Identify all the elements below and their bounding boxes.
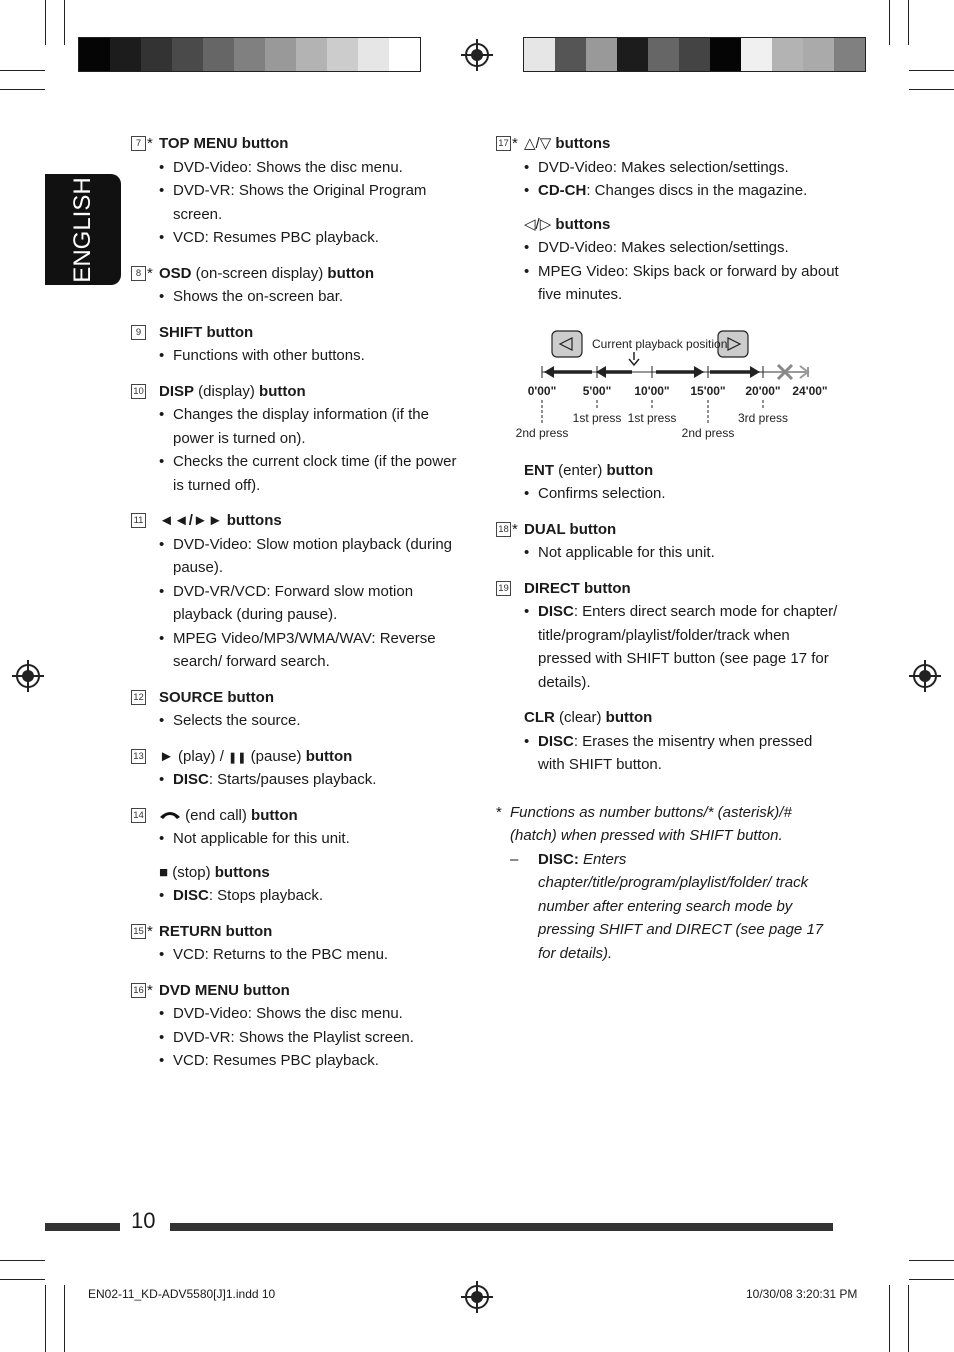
crop-mark	[45, 1285, 46, 1352]
footnote-asterisk: *	[496, 803, 502, 821]
section-title: △/▽ buttons	[524, 135, 611, 152]
crop-mark	[909, 1260, 954, 1261]
crop-mark	[909, 70, 954, 71]
section-disp-button	[131, 380, 471, 498]
list-item: • DISC: Stops playback.	[159, 884, 471, 908]
list-item: • DVD-Video: Slow motion playback (during pause).	[159, 533, 471, 580]
section-title: SHIFT button	[159, 323, 254, 341]
color-bar-left	[78, 37, 421, 72]
list-item: • Confirms selection.	[524, 482, 841, 506]
tick-label: 10'00"	[634, 383, 670, 398]
list-item: • DVD-Video: Shows the disc menu.	[159, 156, 471, 180]
tick-label: 5'00"	[582, 383, 612, 398]
footnote	[496, 801, 841, 966]
list-item: • DVD-Video: Shows the disc menu.	[159, 1002, 471, 1026]
language-tab	[45, 174, 121, 285]
asterisk: *	[147, 264, 153, 282]
list-item: • DVD-Video: Makes selection/settings.	[524, 236, 841, 260]
tick-label: 15'00"	[690, 383, 726, 398]
left-right-arrow-icon: ◁/▷	[524, 215, 556, 233]
section-title: TOP MENU button	[159, 135, 289, 152]
list-item: • VCD: Resumes PBC playback.	[159, 1049, 471, 1073]
item-number: 8	[131, 266, 146, 281]
list-item: • VCD: Returns to the PBC menu.	[159, 943, 471, 967]
list-item: • MPEG Video: Skips back or forward by about five minutes.	[524, 260, 841, 307]
crop-mark	[0, 1260, 45, 1261]
list-item: • Selects the source.	[159, 709, 471, 733]
item-number: 19	[496, 581, 511, 596]
page-bar-left	[45, 1223, 120, 1231]
registration-mark-icon	[913, 664, 937, 688]
section-up-down-buttons	[496, 132, 841, 307]
crop-mark	[64, 1285, 65, 1352]
section-title: (end call) button	[159, 804, 298, 828]
list-item: • DISC: Enters direct search mode for chapter/ title/program/playlist/folder/track when pressed with SHIFT button (see page 17 for details).	[524, 600, 841, 694]
item-number: 16	[131, 983, 146, 998]
pause-icon: ❚❚	[228, 751, 247, 764]
left-right-buttons-heading: ◁/▷ buttons	[524, 215, 611, 233]
item-number: 17	[496, 136, 511, 151]
registration-mark-icon	[465, 43, 489, 67]
footnote-text: Functions as number buttons/* (asterisk)/# (hatch) when pressed with SHIFT button.	[510, 803, 792, 844]
tick-label: 24'00"	[792, 383, 828, 398]
footnote-bold: DISC:	[538, 850, 579, 868]
section-end-call-button	[131, 804, 471, 908]
item-number: 12	[131, 690, 146, 705]
list-item: • Changes the display information (if the power is turned on).	[159, 403, 471, 450]
section-title: OSD (on-screen display) button	[159, 264, 375, 282]
playback-skip-diagram	[496, 319, 841, 447]
section-title: DVD MENU button	[159, 981, 290, 999]
list-item: • Not applicable for this unit.	[524, 541, 841, 565]
color-bar-right	[523, 37, 866, 72]
section-skip-buttons	[131, 509, 471, 674]
section-direct-button	[496, 577, 841, 695]
crop-mark	[909, 89, 954, 90]
list-item: • Checks the current clock time (if the power is turned off).	[159, 450, 471, 497]
press-label: 2nd press	[515, 425, 569, 440]
section-clr-button	[496, 706, 841, 777]
asterisk: *	[512, 135, 518, 152]
item-number: 10	[131, 384, 146, 399]
stop-icon: ■	[159, 863, 169, 881]
list-item: • Shows the on-screen bar.	[159, 285, 471, 309]
asterisk: *	[147, 981, 153, 999]
crop-mark	[889, 1285, 890, 1352]
left-column	[131, 132, 471, 1085]
section-title: SOURCE button	[159, 688, 274, 706]
list-item: • MPEG Video/MP3/WMA/WAV: Reverse search/ forward search.	[159, 627, 471, 674]
registration-mark-icon	[465, 1285, 489, 1309]
section-title: DISP (display) button	[159, 382, 306, 400]
section-dvd-menu-button	[131, 979, 471, 1073]
item-number: 15	[131, 924, 146, 939]
list-item: • Not applicable for this unit.	[159, 827, 471, 851]
crop-mark	[45, 0, 46, 45]
section-shift-button	[131, 321, 471, 368]
item-number: 9	[131, 325, 146, 340]
section-source-button	[131, 686, 471, 733]
play-icon: ►	[159, 747, 174, 765]
list-item: • CD-CH: Changes discs in the magazine.	[524, 179, 841, 203]
list-item: • DVD-VR/VCD: Forward slow motion playback (during pause).	[159, 580, 471, 627]
press-label: 1st press	[627, 410, 677, 425]
section-return-button	[131, 920, 471, 967]
section-title: ► (play) / ❚❚ (pause) button	[159, 747, 353, 765]
crop-mark	[0, 89, 45, 90]
item-number: 7	[131, 136, 146, 151]
crop-mark	[908, 0, 909, 45]
crop-mark	[908, 1285, 909, 1352]
list-item: • VCD: Resumes PBC playback.	[159, 226, 471, 250]
crop-mark	[909, 1279, 954, 1280]
section-title: RETURN button	[159, 922, 273, 940]
list-item: • DVD-VR: Shows the Original Program screen.	[159, 179, 471, 226]
item-number: 11	[131, 513, 146, 528]
slug-timestamp: 10/30/08 3:20:31 PM	[746, 1287, 858, 1301]
crop-mark	[889, 0, 890, 45]
crop-mark	[0, 70, 45, 71]
item-number: 18	[496, 522, 511, 537]
asterisk: *	[512, 520, 518, 538]
asterisk: *	[147, 135, 153, 152]
section-dual-button	[496, 518, 841, 565]
press-label: 1st press	[572, 410, 622, 425]
end-call-icon	[159, 809, 181, 821]
section-osd-button	[131, 262, 471, 309]
list-item: • DVD-VR: Shows the Playlist screen.	[159, 1026, 471, 1050]
tick-label: 0'00"	[527, 383, 557, 398]
footnote-rest: Enters chapter/title/program/playlist/folder/ track number after entering search mode by pressing SHIFT and DIRECT (see page 17 for details).	[538, 850, 824, 962]
section-title: DUAL button	[524, 520, 617, 538]
section-title: CLR (clear) button	[524, 709, 653, 726]
section-title: ◄◄/►► buttons	[159, 512, 282, 529]
diagram-caption: Current playback position	[592, 336, 728, 351]
tick-label: 20'00"	[745, 383, 781, 398]
section-play-pause-button	[131, 745, 471, 792]
section-top-menu-button	[131, 132, 471, 250]
section-ent-button	[496, 459, 841, 506]
item-number: 14	[131, 808, 146, 823]
section-title: ENT (enter) button	[524, 461, 654, 479]
press-label: 3rd press	[737, 410, 789, 425]
footnote-dash: –	[510, 850, 519, 868]
language-tab-label: ENGLISH	[69, 176, 96, 283]
right-column	[496, 132, 841, 977]
list-item: • DISC: Erases the misentry when pressed with SHIFT button.	[524, 730, 841, 777]
registration-mark-icon	[16, 664, 40, 688]
crop-mark	[64, 0, 65, 45]
list-item: • DISC: Starts/pauses playback.	[159, 768, 471, 792]
up-down-arrow-icon: △/▽	[524, 135, 556, 152]
list-item: • DVD-Video: Makes selection/settings.	[524, 156, 841, 180]
skip-back-button-icon	[552, 331, 582, 357]
press-label: 2nd press	[681, 425, 735, 440]
page-number: 10	[131, 1208, 156, 1233]
page-bar-right	[170, 1223, 833, 1231]
slug-filename: EN02-11_KD-ADV5580[J]1.indd 10	[88, 1287, 276, 1301]
item-number: 13	[131, 749, 146, 764]
section-title: DIRECT button	[524, 579, 631, 597]
crop-mark	[0, 1279, 45, 1280]
asterisk: *	[147, 922, 153, 940]
stop-buttons-heading: ■ (stop) buttons	[159, 863, 270, 881]
list-item: • Functions with other buttons.	[159, 344, 471, 368]
skip-diagram-svg	[496, 319, 841, 447]
